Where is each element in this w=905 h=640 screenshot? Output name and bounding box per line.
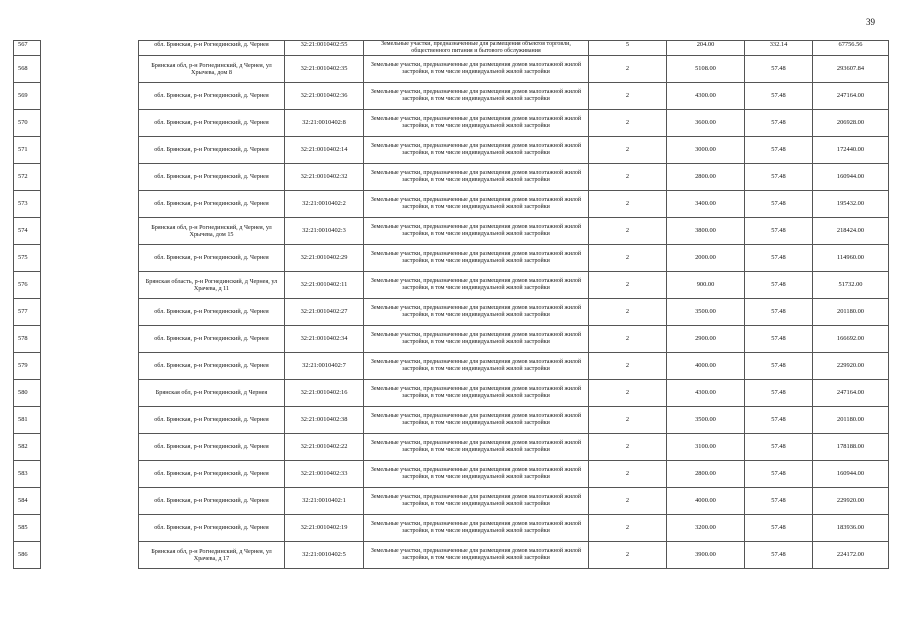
specific-value-cell: 57.48 [745, 164, 813, 191]
cadastral-number-cell: 32:21:0010402:8 [285, 110, 364, 137]
cadastral-number-cell: 32:21:0010402:55 [285, 41, 364, 56]
address-cell: обл. Брянская, р-н Рогнединский, д. Чернея [139, 299, 285, 326]
use-group-cell: 2 [589, 272, 667, 299]
spacer-cell [41, 542, 139, 569]
land-use-cell: Земельные участки, предназначенные для размещения домов малоэтажной жилой застройки, в том числе индивидуальной жилой застройки [364, 191, 589, 218]
row-number: 586 [14, 542, 41, 569]
use-group-cell: 2 [589, 407, 667, 434]
table-row [14, 83, 889, 110]
use-group-cell: 2 [589, 83, 667, 110]
row-number: 572 [14, 164, 41, 191]
spacer-cell [41, 272, 139, 299]
row-number: 576 [14, 272, 41, 299]
use-group-cell: 2 [589, 164, 667, 191]
table-row [14, 56, 889, 83]
cadastral-number-cell: 32:21:0010402:16 [285, 380, 364, 407]
row-number: 582 [14, 434, 41, 461]
cadastral-value-cell: 201180.00 [813, 407, 889, 434]
land-use-cell: Земельные участки, предназначенные для размещения домов малоэтажной жилой застройки, в том числе индивидуальной жилой застройки [364, 164, 589, 191]
address-cell: обл. Брянская, р-н Рогнединский, д. Чернея [139, 110, 285, 137]
cadastral-number-cell: 32:21:0010402:38 [285, 407, 364, 434]
address-cell: Брянская обл, р-н Рогнединский, д Чернея, ул Хрычева, дом 15 [139, 218, 285, 245]
row-number: 578 [14, 326, 41, 353]
use-group-cell: 2 [589, 191, 667, 218]
table-row [14, 299, 889, 326]
use-group-cell: 2 [589, 542, 667, 569]
area-cell: 3600.00 [667, 110, 745, 137]
specific-value-cell: 57.48 [745, 245, 813, 272]
specific-value-cell: 57.48 [745, 434, 813, 461]
spacer-cell [41, 137, 139, 164]
cadastral-value-cell: 183936.00 [813, 515, 889, 542]
cadastral-number-cell: 32:21:0010402:19 [285, 515, 364, 542]
area-cell: 900.00 [667, 272, 745, 299]
address-cell: Брянская область, р-н Рогнединский, д Чернея, ул Храчева, д 11 [139, 272, 285, 299]
row-number: 581 [14, 407, 41, 434]
cadastral-value-cell: 229920.00 [813, 353, 889, 380]
specific-value-cell: 57.48 [745, 272, 813, 299]
specific-value-cell: 57.48 [745, 56, 813, 83]
specific-value-cell: 57.48 [745, 326, 813, 353]
specific-value-cell: 57.48 [745, 137, 813, 164]
address-cell: обл. Брянская, р-н Рогнединский, д. Чернея [139, 137, 285, 164]
specific-value-cell: 57.48 [745, 218, 813, 245]
table-row [14, 164, 889, 191]
area-cell: 2800.00 [667, 164, 745, 191]
spacer-cell [41, 245, 139, 272]
row-number: 575 [14, 245, 41, 272]
land-use-cell: Земельные участки, предназначенные для размещения домов малоэтажной жилой застройки, в том числе индивидуальной жилой застройки [364, 434, 589, 461]
cadastral-number-cell: 32:21:0010402:36 [285, 83, 364, 110]
cadastral-number-cell: 32:21:0010402:32 [285, 164, 364, 191]
area-cell: 3400.00 [667, 191, 745, 218]
address-cell: обл. Брянская, р-н Рогнединский, д. Чернея [139, 191, 285, 218]
cadastral-value-cell: 166692.00 [813, 326, 889, 353]
land-use-cell: Земельные участки, предназначенные для размещения домов малоэтажной жилой застройки, в том числе индивидуальной жилой застройки [364, 461, 589, 488]
specific-value-cell: 57.48 [745, 83, 813, 110]
table-row [14, 515, 889, 542]
area-cell: 3500.00 [667, 407, 745, 434]
cadastral-number-cell: 32:21:0010402:34 [285, 326, 364, 353]
table-row [14, 41, 889, 56]
area-cell: 204.00 [667, 41, 745, 56]
use-group-cell: 2 [589, 434, 667, 461]
cadastral-value-cell: 172440.00 [813, 137, 889, 164]
use-group-cell: 2 [589, 461, 667, 488]
cadastral-number-cell: 32:21:0010402:35 [285, 56, 364, 83]
table-row [14, 353, 889, 380]
use-group-cell: 2 [589, 326, 667, 353]
area-cell: 4300.00 [667, 83, 745, 110]
land-use-cell: Земельные участки, предназначенные для размещения домов малоэтажной жилой застройки, в том числе индивидуальной жилой застройки [364, 353, 589, 380]
page-number: 39 [866, 17, 875, 27]
land-use-cell: Земельные участки, предназначенные для размещения домов малоэтажной жилой застройки, в том числе индивидуальной жилой застройки [364, 380, 589, 407]
row-number: 570 [14, 110, 41, 137]
row-number: 579 [14, 353, 41, 380]
use-group-cell: 2 [589, 110, 667, 137]
table-row [14, 380, 889, 407]
spacer-cell [41, 488, 139, 515]
spacer-cell [41, 434, 139, 461]
cadastral-value-cell: 293607.84 [813, 56, 889, 83]
use-group-cell: 2 [589, 353, 667, 380]
address-cell: обл. Брянская, р-н Рогнединский, д. Чернея [139, 326, 285, 353]
area-cell: 3800.00 [667, 218, 745, 245]
specific-value-cell: 332.14 [745, 41, 813, 56]
land-use-cell: Земельные участки, предназначенные для размещения домов малоэтажной жилой застройки, в том числе индивидуальной жилой застройки [364, 272, 589, 299]
specific-value-cell: 57.48 [745, 353, 813, 380]
row-number: 567 [14, 41, 41, 56]
use-group-cell: 5 [589, 41, 667, 56]
land-plots-table [13, 40, 889, 569]
cadastral-number-cell: 32:21:0010402:29 [285, 245, 364, 272]
cadastral-value-cell: 247164.00 [813, 83, 889, 110]
table-row [14, 191, 889, 218]
table-row [14, 488, 889, 515]
row-number: 580 [14, 380, 41, 407]
cadastral-value-cell: 206928.00 [813, 110, 889, 137]
land-use-cell: Земельные участки, предназначенные для размещения объектов торговли, общественного питания и бытового обслуживания [364, 41, 589, 56]
use-group-cell: 2 [589, 299, 667, 326]
address-cell: обл. Брянская, р-н Рогнединский, д. Чернея [139, 353, 285, 380]
table-row [14, 272, 889, 299]
cadastral-number-cell: 32:21:0010402:2 [285, 191, 364, 218]
row-number: 583 [14, 461, 41, 488]
area-cell: 3900.00 [667, 542, 745, 569]
land-use-cell: Земельные участки, предназначенные для размещения домов малоэтажной жилой застройки, в том числе индивидуальной жилой застройки [364, 488, 589, 515]
row-number: 569 [14, 83, 41, 110]
cadastral-value-cell: 160944.00 [813, 164, 889, 191]
row-number: 573 [14, 191, 41, 218]
area-cell: 4000.00 [667, 353, 745, 380]
land-use-cell: Земельные участки, предназначенные для размещения домов малоэтажной жилой застройки, в том числе индивидуальной жилой застройки [364, 110, 589, 137]
land-use-cell: Земельные участки, предназначенные для размещения домов малоэтажной жилой застройки, в том числе индивидуальной жилой застройки [364, 137, 589, 164]
land-use-cell: Земельные участки, предназначенные для размещения домов малоэтажной жилой застройки, в том числе индивидуальной жилой застройки [364, 83, 589, 110]
area-cell: 5108.00 [667, 56, 745, 83]
table-row [14, 461, 889, 488]
row-number: 585 [14, 515, 41, 542]
cadastral-number-cell: 32:21:0010402:11 [285, 272, 364, 299]
specific-value-cell: 57.48 [745, 407, 813, 434]
spacer-cell [41, 353, 139, 380]
specific-value-cell: 57.48 [745, 515, 813, 542]
spacer-cell [41, 461, 139, 488]
address-cell: обл. Брянская, р-н Рогнединский, д. Чернея [139, 515, 285, 542]
table-row [14, 434, 889, 461]
table-row [14, 218, 889, 245]
cadastral-number-cell: 32:21:0010402:3 [285, 218, 364, 245]
use-group-cell: 2 [589, 515, 667, 542]
cadastral-value-cell: 229920.00 [813, 488, 889, 515]
cadastral-value-cell: 218424.00 [813, 218, 889, 245]
cadastral-number-cell: 32:21:0010402:14 [285, 137, 364, 164]
area-cell: 4300.00 [667, 380, 745, 407]
cadastral-number-cell: 32:21:0010402:1 [285, 488, 364, 515]
table-row [14, 407, 889, 434]
table-body [14, 41, 889, 569]
address-cell: обл. Брянская, р-н Рогнединский, д. Чернея [139, 164, 285, 191]
spacer-cell [41, 41, 139, 56]
spacer-cell [41, 191, 139, 218]
cadastral-number-cell: 32:21:0010402:5 [285, 542, 364, 569]
address-cell: Брянская обл, р-н Рогнединский, д Чернея [139, 380, 285, 407]
specific-value-cell: 57.48 [745, 461, 813, 488]
cadastral-number-cell: 32:21:0010402:27 [285, 299, 364, 326]
row-number: 584 [14, 488, 41, 515]
land-use-cell: Земельные участки, предназначенные для размещения домов малоэтажной жилой застройки, в том числе индивидуальной жилой застройки [364, 56, 589, 83]
cadastral-value-cell: 201180.00 [813, 299, 889, 326]
land-use-cell: Земельные участки, предназначенные для размещения домов малоэтажной жилой застройки, в том числе индивидуальной жилой застройки [364, 299, 589, 326]
table-row [14, 245, 889, 272]
address-cell: Брянская обл, р-н Рогнединский, д Чернея, ул Храчева, д 17 [139, 542, 285, 569]
cadastral-value-cell: 195432.00 [813, 191, 889, 218]
spacer-cell [41, 110, 139, 137]
specific-value-cell: 57.48 [745, 380, 813, 407]
land-use-cell: Земельные участки, предназначенные для размещения домов малоэтажной жилой застройки, в том числе индивидуальной жилой застройки [364, 515, 589, 542]
cadastral-value-cell: 178188.00 [813, 434, 889, 461]
row-number: 577 [14, 299, 41, 326]
address-cell: обл. Брянская, р-н Рогнединский, д. Чернея [139, 83, 285, 110]
use-group-cell: 2 [589, 488, 667, 515]
spacer-cell [41, 56, 139, 83]
specific-value-cell: 57.48 [745, 191, 813, 218]
cadastral-value-cell: 67756.56 [813, 41, 889, 56]
row-number: 571 [14, 137, 41, 164]
area-cell: 3100.00 [667, 434, 745, 461]
address-cell: обл. Брянская, р-н Рогнединский, д. Чернея [139, 488, 285, 515]
cadastral-value-cell: 51732.00 [813, 272, 889, 299]
area-cell: 3200.00 [667, 515, 745, 542]
cadastral-number-cell: 32:21:0010402:22 [285, 434, 364, 461]
land-use-cell: Земельные участки, предназначенные для размещения домов малоэтажной жилой застройки, в том числе индивидуальной жилой застройки [364, 218, 589, 245]
spacer-cell [41, 83, 139, 110]
table-row [14, 542, 889, 569]
row-number: 568 [14, 56, 41, 83]
use-group-cell: 2 [589, 56, 667, 83]
address-cell: обл. Брянская, р-н Рогнединский, д. Чернея [139, 434, 285, 461]
land-use-cell: Земельные участки, предназначенные для размещения домов малоэтажной жилой застройки, в том числе индивидуальной жилой застройки [364, 407, 589, 434]
area-cell: 2800.00 [667, 461, 745, 488]
land-use-cell: Земельные участки, предназначенные для размещения домов малоэтажной жилой застройки, в том числе индивидуальной жилой застройки [364, 326, 589, 353]
use-group-cell: 2 [589, 380, 667, 407]
address-cell: обл. Брянская, р-н Рогнединский, д. Чернея [139, 41, 285, 56]
address-cell: обл. Брянская, р-н Рогнединский, д. Чернея [139, 407, 285, 434]
specific-value-cell: 57.48 [745, 488, 813, 515]
specific-value-cell: 57.48 [745, 110, 813, 137]
use-group-cell: 2 [589, 218, 667, 245]
cadastral-value-cell: 160944.00 [813, 461, 889, 488]
address-cell: Брянская обл, р-н Рогнединский, д Чернея, ул Хрычева, дом 8 [139, 56, 285, 83]
spacer-cell [41, 515, 139, 542]
land-use-cell: Земельные участки, предназначенные для размещения домов малоэтажной жилой застройки, в том числе индивидуальной жилой застройки [364, 542, 589, 569]
spacer-cell [41, 326, 139, 353]
land-use-cell: Земельные участки, предназначенные для размещения домов малоэтажной жилой застройки, в том числе индивидуальной жилой застройки [364, 245, 589, 272]
cadastral-number-cell: 32:21:0010402:7 [285, 353, 364, 380]
cadastral-value-cell: 114960.00 [813, 245, 889, 272]
table-row [14, 110, 889, 137]
specific-value-cell: 57.48 [745, 299, 813, 326]
area-cell: 3000.00 [667, 137, 745, 164]
spacer-cell [41, 299, 139, 326]
specific-value-cell: 57.48 [745, 542, 813, 569]
row-number: 574 [14, 218, 41, 245]
area-cell: 2000.00 [667, 245, 745, 272]
spacer-cell [41, 164, 139, 191]
cadastral-number-cell: 32:21:0010402:33 [285, 461, 364, 488]
area-cell: 3500.00 [667, 299, 745, 326]
use-group-cell: 2 [589, 245, 667, 272]
table-row [14, 137, 889, 164]
use-group-cell: 2 [589, 137, 667, 164]
cadastral-value-cell: 247164.00 [813, 380, 889, 407]
spacer-cell [41, 218, 139, 245]
spacer-cell [41, 407, 139, 434]
spacer-cell [41, 380, 139, 407]
address-cell: обл. Брянская, р-н Рогнединский, д. Чернея [139, 245, 285, 272]
address-cell: обл. Брянская, р-н Рогнединский, д. Чернея [139, 461, 285, 488]
area-cell: 2900.00 [667, 326, 745, 353]
cadastral-value-cell: 224172.00 [813, 542, 889, 569]
table-row [14, 326, 889, 353]
area-cell: 4000.00 [667, 488, 745, 515]
